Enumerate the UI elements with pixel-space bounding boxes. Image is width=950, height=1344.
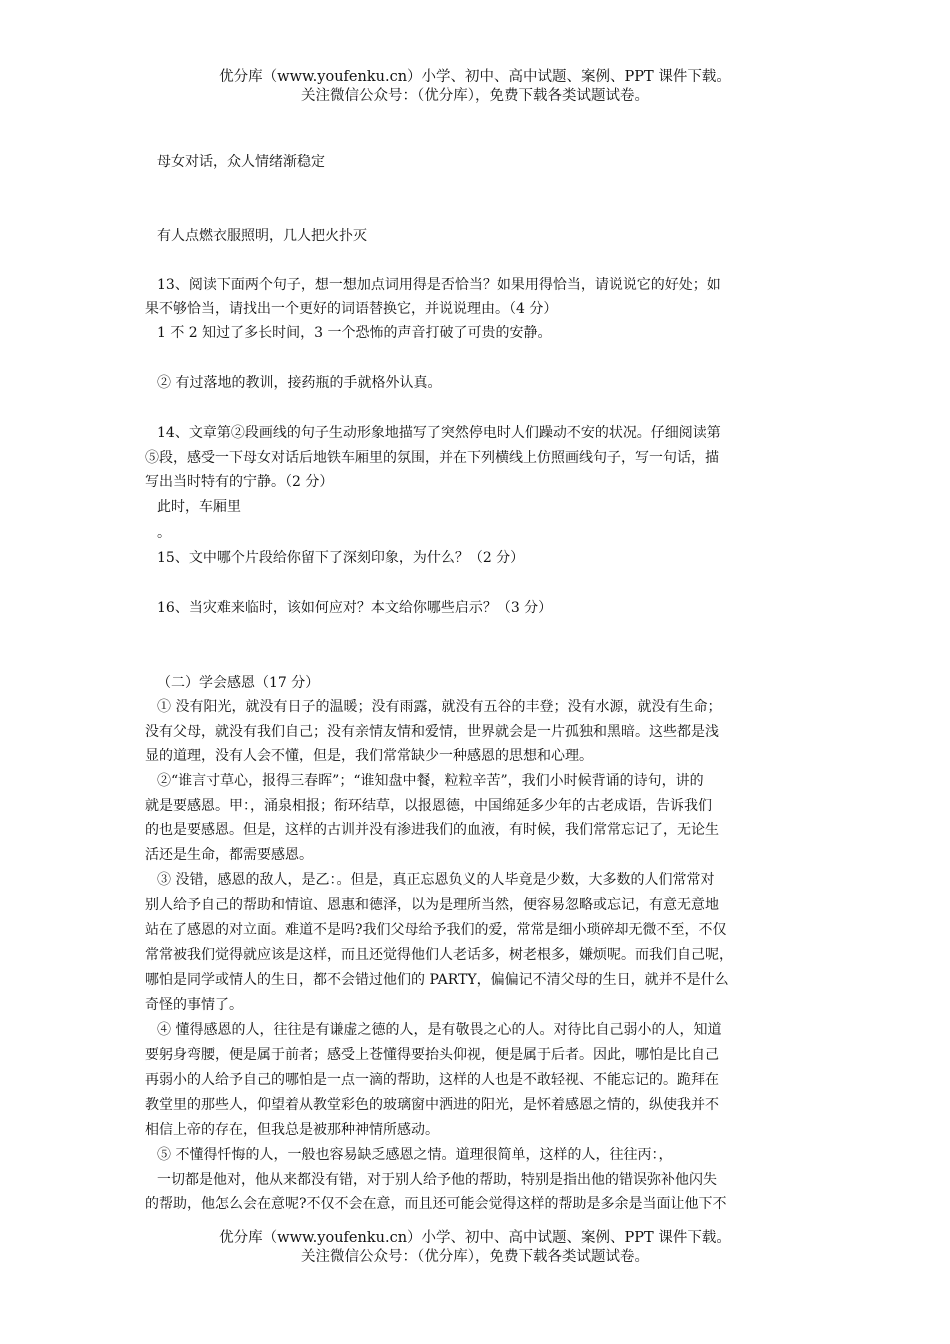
- paragraph-line: ① 没有阳光，就没有日子的温暖；没有雨露，就没有五谷的丰登；没有水源，就没有生命；: [157, 699, 722, 715]
- paragraph-line: 再弱小的人给予自己的哪怕是一点一滴的帮助，这样的人也是不敢轻视、不能忘记的。跪拜在: [145, 1072, 719, 1088]
- paragraph-line: 没有父母，就没有我们自己；没有亲情友情和爱情，世界就会是一片孤独和黑暗。这些都是浅: [145, 724, 719, 740]
- paragraph-line: 别人给予自己的帮助和情谊、恩惠和德泽，以为是理所当然，便容易忽略或忘记，有意无意地: [145, 897, 719, 913]
- paragraph-line: 常常被我们觉得就应该是这样，而且还觉得他们人老话多，树老根多，嫌烦呢。而我们自己呢，: [145, 947, 733, 963]
- question-16: 16、当灾难来临时，该如何应对？本文给你哪些启示？（3 分）: [157, 600, 553, 616]
- question-13: 13、阅读下面两个句子，想一想加点词用得是否恰当？如果用得恰当，请说说它的好处；如: [157, 277, 721, 293]
- header-line-2: 关注微信公众号：（优分库），免费下载各类试题试卷。: [301, 88, 649, 104]
- question-15: 15、文中哪个片段给你留下了深刻印象，为什么？（2 分）: [157, 550, 525, 566]
- footer-line-2: 关注微信公众号：（优分库），免费下载各类试题试卷。: [301, 1249, 649, 1265]
- question-13-cont: 果不够恰当，请找出一个更好的词语替换它，并说说理由。（4 分）: [145, 301, 558, 317]
- paragraph-line: ②“谁言寸草心，报得三春晖”；“谁知盘中餐，粒粒辛苦”，我们小时候背诵的诗句，讲的: [157, 773, 704, 789]
- section-title: （二）学会感恩（17 分）: [157, 675, 320, 691]
- page-footer: [0, 1229, 950, 1267]
- paragraph-line: ⑤ 不懂得忏悔的人，一般也容易缺乏感恩之情。道理很简单，这样的人，往往丙：，: [157, 1147, 673, 1163]
- question-14: 14、文章第②段画线的句子生动形象地描写了突然停电时人们躁动不安的状况。仔细阅读第: [157, 425, 721, 441]
- sentence-2: ② 有过落地的教训，接药瓶的手就格外认真。: [157, 375, 442, 391]
- paragraph-line: 站在了感恩的对立面。难道不是吗?我们父母给予我们的爱，常常是细小琐碎却无微不至，不仅: [145, 922, 727, 938]
- paragraph-line: 相信上帝的存在，但我总是被那种神情所感动。: [145, 1122, 439, 1138]
- paragraph-line: 奇怪的事情了。: [145, 997, 243, 1013]
- paragraph-line: ③ 没错，感恩的敌人，是乙：。但是，真正忘恩负义的人毕竟是少数，大多数的人们常常对: [157, 872, 715, 888]
- question-14-cont: ⑤段，感受一下母女对话后地铁车厢里的氛围，并在下列横线上仿照画线句子，写一句话，描: [145, 450, 719, 466]
- paragraph-line: 就是要感恩。甲：，涌泉相报；衔环结草，以报恩德，中国绵延多少年的古老成语，告诉我们: [145, 798, 712, 814]
- question-14-cont: 写出当时特有的宁静。（2 分）: [145, 474, 334, 490]
- sentence-1: 1 不 2 知过了多长时间，3 一个恐怖的声音打破了可贵的安静。: [157, 325, 552, 341]
- header-line-1: 优分库（www.youfenku.cn）小学、初中、高中试题、案例、PPT 课件下载。: [219, 69, 731, 85]
- option-line: 有人点燃衣服照明，几人把火扑灭: [157, 228, 367, 244]
- paragraph-line: 显的道理，没有人会不懂，但是，我们常常缺少一种感恩的思想和心理。: [145, 748, 593, 764]
- paragraph-line: 要躬身弯腰，便是属于前者；感受上苍懂得要抬头仰视，便是属于后者。因此，哪怕是比自己: [145, 1047, 719, 1063]
- answer-prompt: 此时，车厢里: [157, 499, 241, 515]
- paragraph-line: 的帮助，他怎么会在意呢?不仅不会在意，而且还可能会觉得这样的帮助是多余是当面让他下不: [145, 1196, 727, 1212]
- paragraph-line: 活还是生命，都需要感恩。: [145, 847, 313, 863]
- paragraph-line: 一切都是他对，他从来都没有错，对于别人给予他的帮助，特别是指出他的错误弥补他闪失: [157, 1172, 717, 1188]
- paragraph-line: 教堂里的那些人，仰望着从教堂彩色的玻璃窗中洒进的阳光，是怀着感恩之情的，纵使我并不: [145, 1097, 719, 1113]
- option-line: 母女对话，众人情绪渐稳定: [157, 154, 325, 170]
- answer-end: 。: [157, 525, 171, 541]
- paragraph-line: ④ 懂得感恩的人，往往是有谦虚之德的人，是有敬畏之心的人。对待比自己弱小的人，知道: [157, 1022, 722, 1038]
- paragraph-line: 哪怕是同学或情人的生日，都不会错过他们的 PARTY，偏偏记不清父母的生日，就并不是什么: [145, 972, 729, 988]
- paragraph-line: 的也是要感恩。但是，这样的古训并没有渗进我们的血液，有时候，我们常常忘记了，无论生: [145, 822, 719, 838]
- page-header: [0, 68, 950, 106]
- footer-line-1: 优分库（www.youfenku.cn）小学、初中、高中试题、案例、PPT 课件下载。: [219, 1230, 731, 1246]
